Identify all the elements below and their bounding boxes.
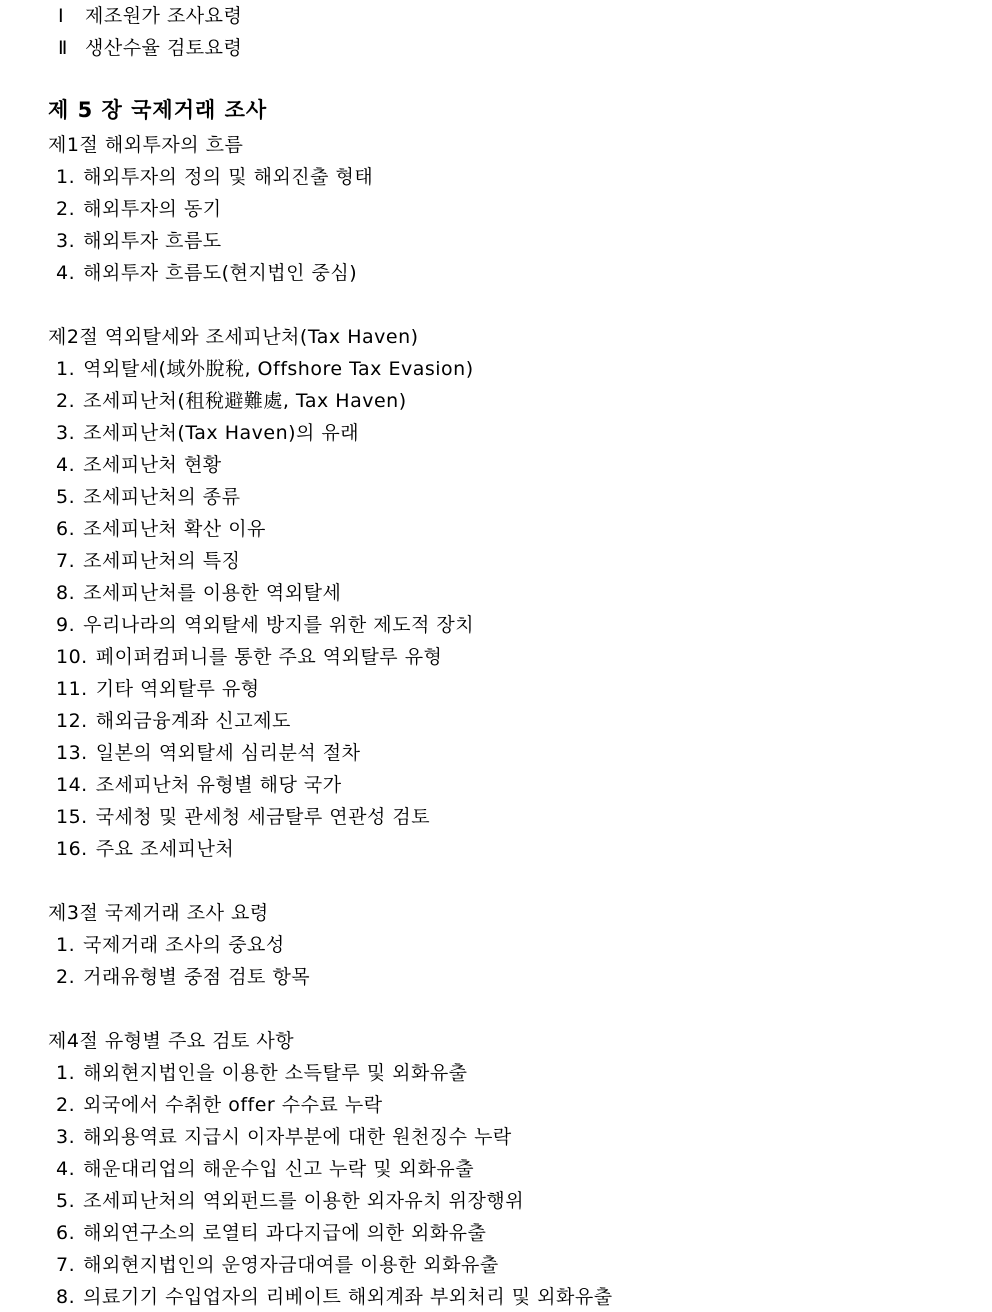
item-number: 2. (56, 198, 76, 220)
item-text: 의료기기 수입업자의 리베이트 해외계좌 부외처리 및 외화유출 (83, 1286, 613, 1308)
item-text: 해외투자의 동기 (83, 198, 222, 220)
list-item (56, 453, 222, 477)
list-item (56, 1189, 524, 1213)
item-number: 16. (56, 838, 88, 860)
list-item (56, 261, 357, 285)
item-text: 외국에서 수취한 offer 수수료 누락 (83, 1094, 383, 1116)
item-text: 해외투자 흐름도(현지법인 중심) (83, 262, 358, 284)
roman-item-text: 생산수율 검토요령 (85, 37, 243, 59)
list-item (56, 613, 474, 637)
item-text: 해외현지법인을 이용한 소득탈루 및 외화유출 (83, 1062, 468, 1084)
section-title: 제3절 국제거래 조사 요령 (48, 902, 269, 924)
item-text: 거래유형별 중점 검토 항목 (83, 966, 311, 988)
item-number: 12. (56, 710, 88, 732)
list-item (56, 229, 222, 253)
chapter-title: 제 5 장 국제거래 조사 (48, 98, 268, 122)
item-text: 해외현지법인의 운영자금대여를 이용한 외화유출 (83, 1254, 499, 1276)
item-number: 2. (56, 390, 76, 412)
item-text: 해외투자 흐름도 (83, 230, 222, 252)
roman-item (58, 4, 242, 28)
list-item (56, 1125, 512, 1149)
item-text: 조세피난처의 역외펀드를 이용한 외자유치 위장행위 (83, 1190, 525, 1212)
item-text: 역외탈세(域外脫稅, Offshore Tax Evasion) (83, 358, 474, 380)
item-number: 3. (56, 1126, 76, 1148)
item-number: 13. (56, 742, 88, 764)
item-number: 5. (56, 1190, 76, 1212)
item-number: 8. (56, 582, 76, 604)
item-number: 1. (56, 934, 76, 956)
section-title: 제2절 역외탈세와 조세피난처(Tax Haven) (48, 326, 419, 348)
section-title: 제1절 해외투자의 흐름 (48, 134, 244, 156)
item-text: 해운대리업의 해운수입 신고 누락 및 외화유출 (83, 1158, 475, 1180)
item-number: 7. (56, 1254, 76, 1276)
item-number: 1. (56, 1062, 76, 1084)
item-number: 14. (56, 774, 88, 796)
list-item (56, 805, 430, 829)
list-item (56, 581, 341, 605)
item-number: 9. (56, 614, 76, 636)
item-text: 조세피난처를 이용한 역외탈세 (83, 582, 342, 604)
item-text: 해외금융계좌 신고제도 (95, 710, 291, 732)
item-text: 조세피난처 현황 (83, 454, 222, 476)
list-item (56, 197, 222, 221)
item-number: 4. (56, 1158, 76, 1180)
item-text: 조세피난처(Tax Haven)의 유래 (83, 422, 360, 444)
list-item (56, 677, 260, 701)
item-text: 조세피난처 확산 이유 (83, 518, 266, 540)
list-item (56, 389, 407, 413)
item-number: 11. (56, 678, 88, 700)
list-item (56, 837, 234, 861)
item-number: 3. (56, 422, 76, 444)
list-item (56, 1285, 613, 1309)
item-number: 6. (56, 518, 76, 540)
list-item (56, 1061, 468, 1085)
list-item (56, 485, 241, 509)
item-text: 조세피난처 유형별 해당 국가 (95, 774, 342, 796)
item-text: 해외용역료 지급시 이자부분에 대한 원천징수 누락 (83, 1126, 512, 1148)
roman-item (58, 36, 242, 60)
item-number: 6. (56, 1222, 76, 1244)
list-item (56, 549, 241, 573)
list-item (56, 1253, 499, 1277)
list-item (56, 773, 342, 797)
list-item (56, 1157, 474, 1181)
item-number: 1. (56, 166, 76, 188)
section-title: 제4절 유형별 주요 검토 사항 (48, 1030, 295, 1052)
item-number: 4. (56, 454, 76, 476)
item-text: 해외투자의 정의 및 해외진출 형태 (83, 166, 374, 188)
list-item (56, 709, 291, 733)
list-item (56, 1221, 486, 1245)
list-item (56, 933, 285, 957)
item-number: 15. (56, 806, 88, 828)
list-item (56, 741, 360, 765)
item-text: 국제거래 조사의 중요성 (83, 934, 285, 956)
item-text: 우리나라의 역외탈세 방지를 위한 제도적 장치 (83, 614, 475, 636)
list-item (56, 357, 474, 381)
list-item (56, 965, 310, 989)
item-number: 8. (56, 1286, 76, 1308)
list-item (56, 645, 442, 669)
list-item (56, 517, 266, 541)
item-text: 해외연구소의 로열티 과다지급에 의한 외화유출 (83, 1222, 487, 1244)
item-text: 주요 조세피난처 (95, 838, 235, 860)
item-number: 4. (56, 262, 76, 284)
item-text: 기타 역외탈루 유형 (95, 678, 260, 700)
item-text: 조세피난처의 종류 (83, 486, 241, 508)
item-number: 3. (56, 230, 76, 252)
roman-numeral: Ⅱ (58, 37, 68, 59)
item-number: 7. (56, 550, 76, 572)
item-text: 조세피난처(租稅避難處, Tax Haven) (83, 390, 407, 412)
list-item (56, 1093, 383, 1117)
item-number: 10. (56, 646, 88, 668)
roman-numeral: Ⅰ (58, 5, 65, 27)
item-number: 1. (56, 358, 76, 380)
item-text: 일본의 역외탈세 심리분석 절차 (95, 742, 361, 764)
list-item (56, 165, 373, 189)
roman-item-text: 제조원가 조사요령 (85, 5, 243, 27)
item-number: 2. (56, 966, 76, 988)
item-text: 국세청 및 관세청 세금탈루 연관성 검토 (95, 806, 431, 828)
item-number: 2. (56, 1094, 76, 1116)
item-number: 5. (56, 486, 76, 508)
item-text: 페이퍼컴퍼니를 통한 주요 역외탈루 유형 (95, 646, 443, 668)
list-item (56, 421, 359, 445)
item-text: 조세피난처의 특징 (83, 550, 241, 572)
